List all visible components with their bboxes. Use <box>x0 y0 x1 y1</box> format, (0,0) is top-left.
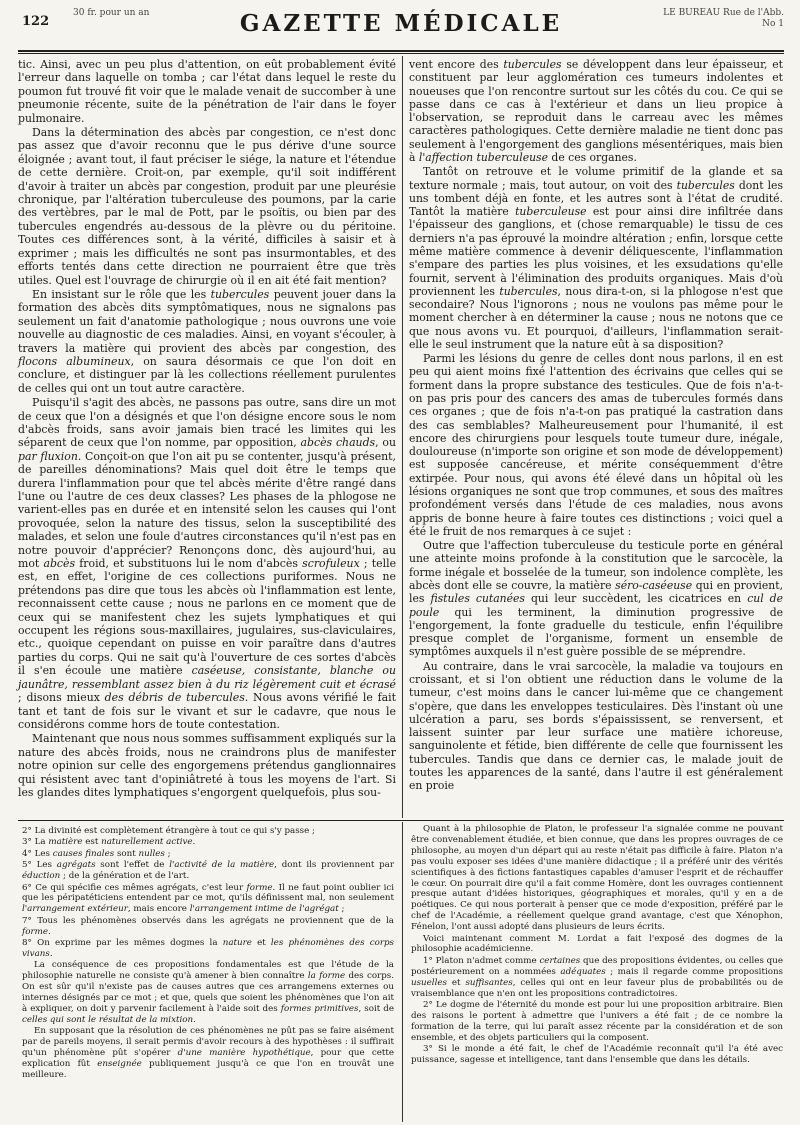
italic-text: l'affection tuberculeuse <box>418 150 548 164</box>
text-run: 3° Si le monde a été fait, le chef de l'Académie reconnaît qu'il l'a été avec puissance, sagesse et intelligence, tant dans l'ensemble que dans les détails. <box>411 1044 783 1066</box>
paragraph <box>22 849 394 860</box>
text-run: 2° Le dogme de l'éternité du monde est pour lui une proposition arbitraire. Bien des raisons le portent à admettre que l'univers a été fait ; de ce nombre la formation de la terre, qui lui paraît assez récente par la considération et de son ensemble, et des objets particuliers qui la composent. <box>411 1000 783 1043</box>
paragraph <box>18 396 396 731</box>
text-run: ; disons mieux <box>18 691 105 705</box>
page-header <box>18 6 784 48</box>
paragraph <box>18 288 396 395</box>
text-run: Parmi les lésions du genre de celles dont nous parlons, il en est peu qui aient moins fixé l'attention des écrivains que celles qui se forment dans la propre substance des testicules. Que de fois n'a-t-on pas pris pour des cancers des amas de tubercules formés dans ces organes ; que de fois n'a-t-on pas pratiqué la castration dans des cas semblables? Malheureusement pour l'humanité, il est encore des chirurgiens pour lesquels toute tumeur dure, inégale, douloureuse (n'importe son origine et son mode de développement) est supposée cancéreuse, et mérite conséquemment d'être extirpée. Pour nous, qui avons été élevé dans un hôpital où les lésions organiques ne sont que trop communes, et sous des maîtres profondément versés dans l'étude de ces maladies, nous avons appris de bonne heure à faire toutes ces distinctions ; voici quel a été le fruit de nos remarques à ce sujet : <box>409 352 783 538</box>
text-run: se développent dans leur épaisseur, et constituent par leur agglomération ces tumeurs indolentes et noueuses que l'on rencontre surtout sur les côtés du cou. Ce qui se passe dans ce cas à l'extérieur et dans un lieu propice à l'observation, se reproduit dans le carreau avec les mêmes caractères pathologiques. Cette dernière maladie ne tient donc pas seulement à l'engorgement des ganglions mésentériques, mais bien à <box>409 58 783 164</box>
text-run: dont les uns tombent déjà en fonte, et les autres sont à l'état de crudité. Tantôt la matière <box>409 178 783 219</box>
text-run: qui les terminent, la diminution progressive de l'engorgement, la fonte graduelle du testicule, enfin l'équilibre presque complet de l'organisme, forment un ensemble de symptômes auxquels il n'est guère possible de se méprendre. <box>409 605 783 659</box>
paragraph <box>411 1000 783 1044</box>
italic-text: suffisantes <box>465 977 513 988</box>
text-run: ; mais il regarde comme propositions <box>605 966 784 977</box>
text-run: est <box>82 837 102 848</box>
paragraph <box>18 126 396 287</box>
italic-text: celles qui sont le résultat de la mixtion <box>22 1014 194 1025</box>
text-run: publiquement jusqu'à ce que l'on en trouvât une meilleure. <box>22 1059 394 1080</box>
italic-text: l'arrangement intime de l'agrégat <box>189 904 339 915</box>
italic-text: matière <box>48 837 83 848</box>
italic-text: adéquates <box>560 966 606 977</box>
text-run: En supposant que la résolution de ces phénomènes ne pût pas se faire aisément par de pareils moyens, il serait permis d'avoir recours à des hypothèses : il suffirait qu'un phénomène pût s'opérer <box>22 1026 394 1059</box>
text-run: En insistant sur le rôle que les <box>32 287 211 301</box>
text-run: Tantôt on retrouve et le volume primitif de la glande et sa texture normale ; mais, tout autour, on voit des <box>409 165 783 192</box>
paragraph <box>409 352 783 538</box>
column-divider <box>402 56 403 818</box>
header-note-left: 30 fr. pour un an <box>73 8 150 18</box>
text-run: Dans la détermination des abcès par congestion, ce n'est donc pas assez que d'avoir reconnu que le pus dérive d'une source éloignée ; avant tout, il faut préciser le siége, la nature et l'étendue de cette dernière. Croit-on, par exemple, qu'il soit indifférent d'avoir à traiter un abcès par congestion, produit par une pleurésie chronique, par l'altération tuberculeuse des poumons, par la carie des vertèbres, par le mal de Pott, par le psoïtis, ou bien par des tubercules engendrés au-dessous de la plèvre ou du péritoine. Toutes ces différences sont, à la vérité, difficiles à saisir et à exprimer ; mais les difficultés ne sont pas insurmontables, et des efforts tentés dans cette direction ne pourraient être que très utiles. Quel est l'ouvrage de chirurgie où il en ait été fait mention? <box>18 126 396 287</box>
paragraph <box>18 732 396 799</box>
italic-text: nature <box>222 938 252 949</box>
italic-text: flocons albumineux <box>18 354 131 368</box>
text-run: , soit de <box>358 1004 394 1014</box>
paragraph <box>22 916 394 938</box>
text-run: 7° Tous les phénomènes observés dans les agrégats ne proviennent que de la <box>22 915 394 926</box>
text-run: , dont ils proviennent par <box>274 860 394 871</box>
paragraph <box>22 860 394 882</box>
italic-text: tubercules <box>676 178 735 192</box>
italic-text: abcès chauds <box>300 436 376 450</box>
text-run: ; <box>164 848 171 859</box>
text-run: tic. Ainsi, avec un peu plus d'attention, on eût probablement évité l'erreur dans laquelle on tomba ; car l'état dans lequel le reste du poumon fut trouvé fit voir que le malade venait de succomber à une pneumonie récente, suite de la pénétration de l'air dans le foyer pulmonaire. <box>18 58 396 125</box>
italic-text: tubercules <box>499 284 558 298</box>
italic-text: la forme <box>307 971 346 982</box>
italic-text: forme <box>246 882 273 893</box>
paragraph <box>409 539 783 659</box>
text-run: Quant à la philosophie de Platon, le professeur l'a signalée comme ne pouvant être convenablement étudiée, et bien connue, que dans les propres ouvrages de ce philosophe, au moyen d'un départ qui au reste n'était pas difficile à faire. Platon n'a pas voulu exposer ses idées d'une manière didactique ; il a préféré unir des vérités scientifiques à des fictions fantastiques capables d'amuser l'esprit et de réchauffer le cœur. On pourrait dire qu'il a fait comme Homère, dont les ouvrages contiennent presque autant d'idées historiques, géographiques et morales, qu'il y en a de poétiques. Ce qui nous porterait à penser que ce mode d'exposition, préféré par le chef de l'Académie, a réellement quelque grand avantage, c'est que Xénophon, Fénelon, l'ont aussi adopté dans plusieurs de leurs écrits. <box>411 824 783 933</box>
text-run: La conséquence de ces propositions fondamentales est que l'étude de la philosophie naturelle ne consiste qu'à amener à bien connaître <box>22 960 394 982</box>
paragraph <box>22 960 394 1025</box>
text-run: ; <box>338 904 345 915</box>
text-run: 6° Ce qui spécifie ces mêmes agrégats, c'est leur <box>22 882 247 893</box>
text-run: que des propositions évidentes, ou celles que postérieurement on a nommées <box>411 955 783 977</box>
italic-text: nulles <box>138 848 165 859</box>
italic-text: l'activité de la matière <box>169 860 275 871</box>
text-run: 1° Platon n'admet comme <box>423 955 540 966</box>
text-run: froid, et substituons lui le nom d'abcès <box>75 557 303 571</box>
italic-text: des débris de tubercules <box>104 691 245 705</box>
header-rule <box>18 50 784 52</box>
text-run: vent encore des <box>409 58 504 71</box>
text-run: . <box>193 1014 196 1025</box>
italic-text: tubercules <box>503 58 562 71</box>
italic-text: causes finales <box>52 848 115 859</box>
text-run: ; telle est, en effet, l'origine de ces collections puriformes. Nous ne prétendons pas dire que tous les abcès où l'inflammation est lente, reconnaissent cette cause ; nous ne parlons en ce moment que de ceux qui se manifestent chez les sujets lymphatiques et qui occupent les régions sous-maxillaires, jugulaires, sus-claviculaires, etc., quoique cependant on puisse en voir paraître dans d'autres parties du corps. Qui ne sait qu'à l'ouverture de ces sortes d'abcès il s'en écoule une matière <box>18 557 397 678</box>
paragraph <box>22 883 394 916</box>
italic-text: cul de poule <box>409 592 783 619</box>
italic-text: scrofuleux <box>302 557 360 571</box>
italic-text: forme <box>22 926 48 937</box>
italic-text: l'arrangement extérieur <box>22 904 128 915</box>
italic-text: tuberculeuse <box>515 205 587 219</box>
text-run: . Nous avons vérifié le fait tant et tant de fois sur le vivant et sur le cadavre, que nous le considérons comme hors de toute contestation. <box>18 691 397 731</box>
text-run: 2° La divinité est complètement étrangère à tout ce qui s'y passe ; <box>22 826 315 836</box>
page-number: 122 <box>22 14 50 29</box>
header-note-right: LE BUREAU Rue de l'Abb. No 1 <box>663 8 784 29</box>
paragraph <box>411 824 783 933</box>
left-column <box>18 58 396 799</box>
text-run: , celles qui ont en leur faveur plus de probabilités ou de vraisemblance que n'en ont les propositions contradictoires. <box>411 977 783 999</box>
paragraph <box>411 956 783 1000</box>
text-run: . <box>47 926 51 937</box>
footnotes-right-column <box>411 824 783 1066</box>
text-run: . <box>49 948 53 959</box>
text-run: est pour ainsi dire infiltrée dans l'épaisseur des ganglions, et (chose remarquable) le tissu de ces derniers n'a pas éprouvé la moindre altération ; enfin, lorsque cette même matière commence à devenir déliquescente, l'inflammation s'empare des parties les plus voisines, et les exsudations qu'elle fournit, servent à l'élimination des produits organiques. Mais d'où proviennent les <box>409 205 783 298</box>
paragraph <box>411 934 783 956</box>
text-run: , on saura désormais ce que l'on doit en conclure, et distinguer par là les collections réellement purulentes de celles qui ont un tout autre caractère. <box>18 354 396 395</box>
text-run: Au contraire, dans le vrai sarcocèle, la maladie va toujours en croissant, et si l'on obtient une réduction dans le volume de la tumeur, c'est moins dans le cancer lui-même que ce changement s'opère, que dans les enveloppes testiculaires. Dès l'instant où une ulcération a paru, ses bords s'épaississent, se renversent, et laissent suinter par leur surface une matière ichoreuse, sanguinolente et fétide, bien différente de celle que fournissent les tubercules. Tandis que dans ce dernier cas, le malade jouit de toutes les apparences de la santé, dans l'autre il est généralement en proie <box>409 659 783 793</box>
text-run: sont l'effet de <box>95 860 170 871</box>
italic-text: caséeuse, consistante, blanche ou jaunâtre, ressemblant assez bien à du riz légèrement cuit et écrasé <box>18 664 397 691</box>
text-run: et <box>251 938 271 949</box>
footnote-column-divider <box>402 822 403 1122</box>
text-run: , mais encore <box>127 904 190 915</box>
text-run: Voici maintenant comment M. Lordat a fait l'exposé des dogmes de la philosophie académicienne. <box>411 933 783 955</box>
text-run: qui en provient, les <box>409 578 783 606</box>
footnote-rule <box>18 820 784 821</box>
paragraph <box>22 826 394 837</box>
text-run: 5° Les <box>22 860 57 871</box>
italic-text: certaines <box>539 955 581 966</box>
gazette-title: GAZETTE MÉDICALE <box>239 10 563 37</box>
text-run: 4° Les <box>22 848 53 859</box>
paragraph <box>22 837 394 848</box>
text-run: ; de la génération et de l'art. <box>60 871 190 882</box>
paragraph <box>22 1026 394 1081</box>
text-run: 3° La <box>22 837 49 848</box>
italic-text: abcès <box>43 557 76 571</box>
italic-text: séro-caséeuse <box>615 578 693 592</box>
italic-text: par fluxion <box>18 449 78 463</box>
italic-text: formes primitives <box>280 1004 359 1014</box>
text-run: qui leur succèdent, les cicatrices en <box>524 592 748 606</box>
paragraph <box>409 165 783 351</box>
text-run: 8° On exprime par les mêmes dogmes la <box>22 938 223 949</box>
header-rule-thin <box>18 53 784 54</box>
italic-text: enseignée <box>97 1059 142 1070</box>
text-run: , pour que cette explication fût <box>22 1048 394 1070</box>
italic-text: les phénomènes des corps vivans <box>22 938 394 959</box>
text-run: Maintenant que nous nous sommes suffisamment expliqués sur la nature des abcès froids, nous ne craindrons plus de manifester notre opinion sur celle des engorgemens prétendus ganglionnaires qui résistent avec tant d'opiniâtreté à tous les moyens de l'art. Si les glandes dites lymphatiques s'engorgent quelquefois, plus sou- <box>18 732 396 799</box>
text-run: sont <box>114 848 139 859</box>
italic-text: d'une manière hypothétique <box>177 1048 311 1059</box>
italic-text: éduction <box>22 871 61 882</box>
italic-text: agrégats <box>56 860 96 871</box>
footnotes-left-column <box>22 826 394 1081</box>
text-run: Puisqu'il s'agit des abcès, ne passons pas outre, sans dire un mot de ceux que l'on a désignés et que l'on désigne encore sous le nom d'abcès froids, sans avoir jamais bien tracé les limites qui les séparent de ceux que l'on nomme, par opposition, <box>18 396 396 450</box>
paragraph <box>409 58 783 164</box>
text-run: peuvent jouer dans la formation des abcès dits symptômatiques, nous ne signalons pas seulement un fait d'anatomie pathologique ; nous ouvrons une voie nouvelle au diagnostic de ces maladies. Ainsi, en voyant s'écouler, à travers la matière qui provient des abcès par congestion, des <box>18 287 396 355</box>
text-run: et <box>446 977 466 988</box>
right-column <box>409 58 783 792</box>
text-run: , nous dira-t-on, si la phlogose n'est que secondaire? Nous l'ignorons ; nous ne voulons pas même pour le moment chercher à en déterminer la cause ; nous ne notons que ce que nous avons vu. Et pourquoi, d'ailleurs, l'inflammation serait-elle le seul instrument que la nature eût à sa disposition? <box>409 284 783 351</box>
text-run: . Il ne faut point oublier ici que les péripatéticiens entendent par ce mot, qu'ils définissent mal, non seulement <box>22 882 394 904</box>
text-run: de ces organes. <box>547 150 637 164</box>
text-run: des corps. On est sûr qu'il n'existe pas de causes autres que ces arrangemens externes ou internes désignés par ce mot ; et que, quels que soient les phénomènes que l'on ait à expliquer, on doit y parvenir facilement à l'aide soit des <box>22 971 394 1014</box>
text-run: . <box>192 837 196 848</box>
text-run: Outre que l'affection tuberculeuse du testicule porte en général une atteinte moins profonde à la constitution que le sarcocèle, la forme inégale et bosselée de la tumeur, son indolence complète, les abcès dont elle se couvre, la matière <box>409 539 783 592</box>
italic-text: fistules cutanées <box>430 592 525 606</box>
paragraph <box>411 1044 783 1066</box>
paragraph <box>409 660 783 793</box>
italic-text: tubercules <box>210 287 270 301</box>
italic-text: naturellement active <box>101 837 193 848</box>
paragraph <box>22 938 394 960</box>
italic-text: usuelles <box>411 977 447 988</box>
paragraph <box>18 58 396 125</box>
text-run: . Conçoit-on que l'on ait pu se contenter, jusqu'à présent, de pareilles dénominations? Mais quel doit être le temps que durera l'inflammation pour que tel abcès mérite d'être rangé dans l'une ou l'autre de ces deux classes? Les phases de la phlogose ne varient-elles pas en durée et en intensité selon les causes qui l'ont provoquée, selon la nature des tissus, selon la susceptibilité des malades, et selon une foule d'autres circonstances qu'il n'est pas en notre pouvoir d'apprécier? Renonçons donc, dès aujourd'hui, au mot <box>18 449 396 571</box>
text-run: , ou <box>375 436 396 450</box>
